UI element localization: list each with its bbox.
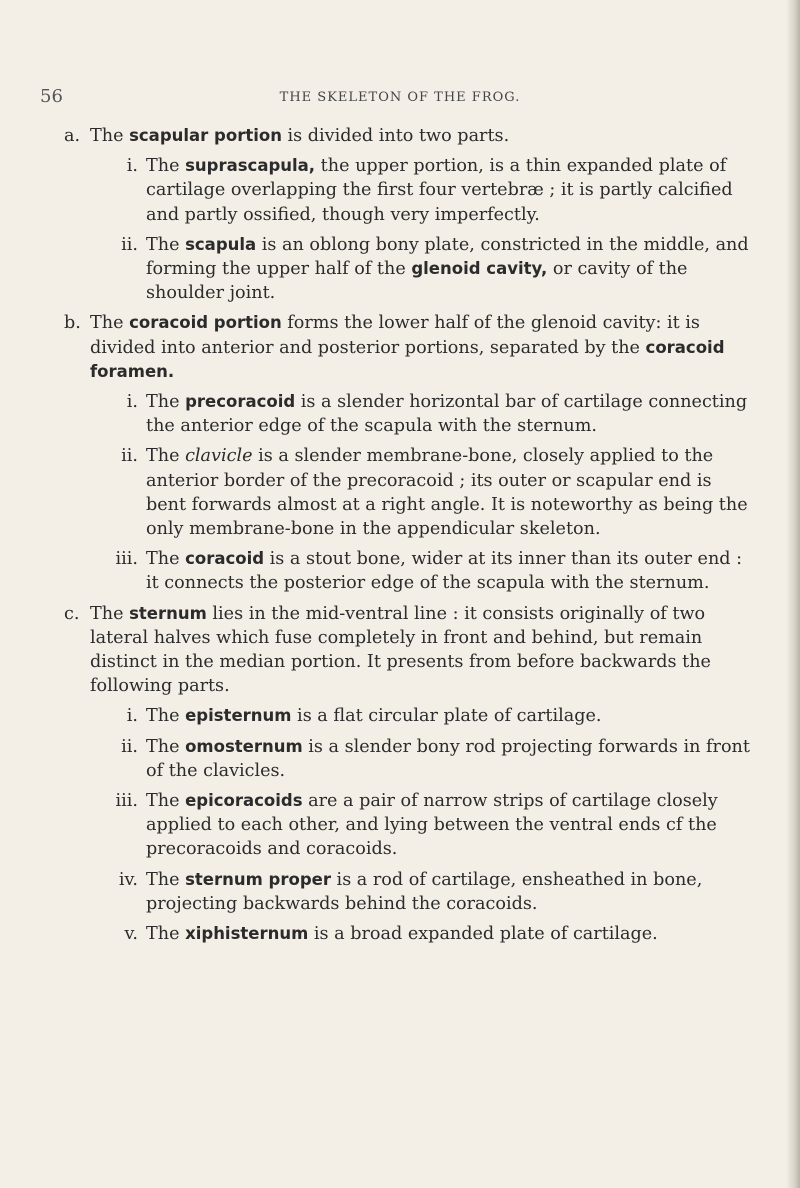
term: epicoracoids — [185, 791, 303, 811]
list-item — [90, 547, 754, 595]
item-text: The episternum is a flat circular plate of cartilage. — [146, 706, 602, 727]
list-item — [90, 154, 754, 227]
term: coracoid portion — [129, 313, 282, 333]
sub-list — [90, 704, 754, 946]
list-item — [90, 444, 754, 541]
item-text: The clavicle is a slender membrane-bone, closely applied to the anterior border of the precoracoid ; its outer or scapular end is bent forwards almost at a right angle. It is noteworthy as being the only membrane-bone in the appendicular skeleton. — [146, 446, 748, 540]
section-label: c. — [64, 603, 80, 624]
term: precoracoid — [185, 392, 296, 412]
item-label: ii. — [121, 446, 138, 467]
item-label: i. — [126, 706, 138, 727]
section-text: The scapular portion is divided into two parts. — [90, 126, 510, 146]
item-label: v. — [124, 924, 138, 945]
list-item — [90, 922, 754, 946]
term: coracoid foramen. — [90, 337, 725, 381]
term: episternum — [185, 706, 292, 726]
item-text: The scapula is an oblong bony plate, constricted in the middle, and forming the upper half of the glenoid cavity, or cavity of the shoulder joint. — [146, 234, 749, 304]
item-text: The xiphisternum is a broad expanded plate of cartilage. — [146, 924, 658, 945]
item-label: iii. — [115, 549, 138, 570]
item-label: iii. — [115, 791, 138, 812]
term: coracoid — [185, 549, 265, 569]
term: glenoid cavity, — [411, 259, 548, 279]
list-item — [90, 789, 754, 862]
item-text: The epicoracoids are a pair of narrow strips of cartilage closely applied to each other, and lying between the ventral ends cf the precoracoids and coracoids. — [146, 791, 718, 860]
term: xiphisternum — [185, 924, 309, 944]
list-item — [90, 233, 754, 306]
item-text: The coracoid is a stout bone, wider at its inner than its outer end : it connects the posterior edge of the scapula with the sternum. — [146, 549, 743, 594]
running-head: THE SKELETON OF THE FROG. — [279, 90, 521, 105]
page-number: 56 — [40, 86, 63, 107]
term: omosternum — [185, 736, 303, 756]
section-label: a. — [64, 126, 81, 146]
term: sternum — [129, 603, 207, 623]
section-c — [64, 602, 754, 947]
sub-list — [90, 154, 754, 305]
item-text: The suprascapula, the upper portion, is a thin expanded plate of cartilage overlapping the first four vertebræ ; it is partly calcified and partly ossified, though very imperfectly. — [146, 156, 733, 225]
list-item — [90, 390, 754, 438]
item-text: The precoracoid is a slender horizontal bar of cartilage connecting the anterior edge of the scapula with the sternum. — [146, 392, 748, 437]
page-body — [64, 124, 754, 952]
item-text: The sternum proper is a rod of cartilage, ensheathed in bone, projecting backwards behind the coracoids. — [146, 869, 703, 914]
section-b — [64, 311, 754, 595]
list-item — [90, 735, 754, 783]
page-edge-shadow — [786, 0, 800, 1188]
item-label: i. — [126, 156, 138, 177]
item-label: i. — [126, 392, 138, 413]
term: sternum proper — [185, 869, 331, 889]
italic-term: clavicle — [185, 446, 253, 467]
term: suprascapula, — [185, 156, 316, 176]
section-text: The coracoid portion forms the lower half of the glenoid cavity: it is divided into anterior and posterior portions, separated by the coracoid foramen. — [90, 313, 725, 381]
list-item — [90, 704, 754, 728]
list-item — [90, 868, 754, 916]
item-label: iv. — [118, 869, 138, 890]
item-label: ii. — [121, 736, 138, 757]
section-text: The sternum lies in the mid-ventral line : it consists originally of two lateral halves which fuse completely in front and behind, but remain distinct in the median portion. It presents from before backwards the following parts. — [90, 603, 711, 697]
sub-list — [90, 390, 754, 596]
section-a — [64, 124, 754, 305]
term: scapula — [185, 234, 257, 254]
page-header — [0, 86, 800, 110]
item-text: The omosternum is a slender bony rod projecting forwards in front of the clavicles. — [146, 736, 750, 781]
item-label: ii. — [121, 234, 138, 255]
section-label: b. — [64, 313, 81, 334]
term: scapular portion — [129, 126, 282, 145]
